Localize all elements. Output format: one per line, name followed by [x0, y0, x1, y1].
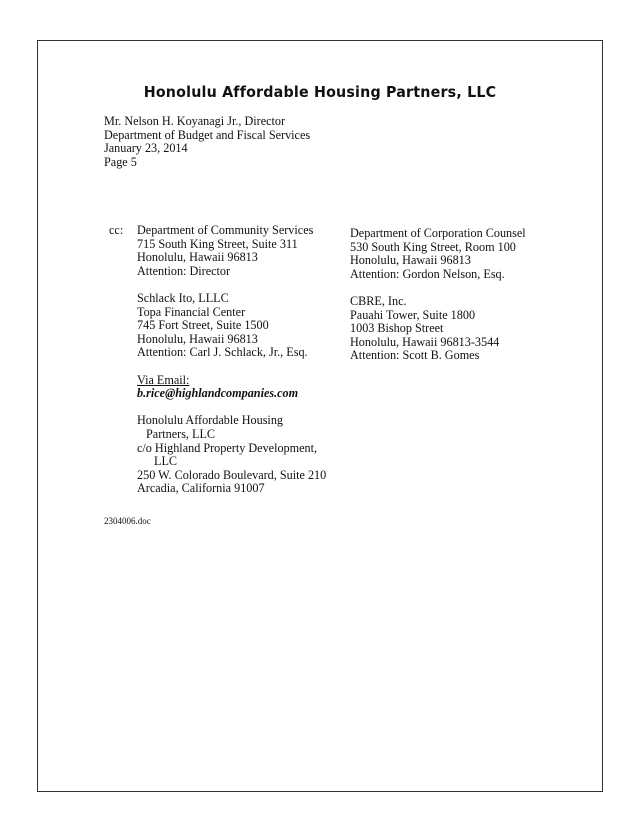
- letter-date: January 23, 2014: [104, 141, 188, 156]
- cc-schlack-ito-line: Schlack Ito, LLLC: [137, 290, 229, 305]
- recipient-department: Department of Budget and Fiscal Services: [104, 127, 311, 142]
- cc-community-services-line: Honolulu, Hawaii 96813: [137, 250, 258, 265]
- cc-community-services-line: 715 South King Street, Suite 311: [137, 236, 298, 251]
- cc-cbre-line: Pauahi Tower, Suite 1800: [350, 307, 476, 322]
- cc-schlack-ito-line: 745 Fort Street, Suite 1500: [137, 318, 269, 333]
- cc-hahp-line: Honolulu Affordable Housing: [137, 413, 284, 428]
- cc-hahp-line: LLC: [154, 454, 178, 469]
- cc-cbre-line: Attention: Scott B. Gomes: [350, 348, 480, 363]
- cc-corporation-counsel-line: 530 South King Street, Room 100: [350, 239, 516, 254]
- cc-schlack-ito-line: Honolulu, Hawaii 96813: [137, 331, 258, 346]
- cc-corporation-counsel-line: Attention: Gordon Nelson, Esq.: [350, 266, 505, 281]
- cc-right-column: [350, 227, 526, 363]
- cc-schlack-ito-line: Attention: Carl J. Schlack, Jr., Esq.: [137, 345, 308, 360]
- letterhead-title: Honolulu Affordable Housing Partners, LLC: [143, 83, 497, 101]
- via-email-label: Via Email:: [137, 372, 190, 387]
- cc-label: cc:: [109, 223, 124, 237]
- email-address: b.rice@highlandcompanies.com: [137, 386, 299, 401]
- file-reference: 2304006.doc: [104, 516, 151, 526]
- page-number: Page 5: [104, 154, 137, 169]
- cc-cbre-line: CBRE, Inc.: [350, 293, 407, 308]
- page-frame: [37, 40, 603, 792]
- recipient-name: Mr. Nelson H. Koyanagi Jr., Director: [104, 114, 286, 128]
- cc-left-column: [137, 224, 326, 496]
- cc-hahp-line: Partners, LLC: [146, 426, 216, 441]
- cc-community-services-line: Attention: Director: [137, 263, 231, 278]
- cc-hahp-line: 250 W. Colorado Boulevard, Suite 210: [137, 467, 327, 482]
- cc-hahp-line: c/o Highland Property Development,: [137, 440, 318, 455]
- cc-schlack-ito-line: Topa Financial Center: [137, 304, 246, 319]
- cc-corporation-counsel-line: Honolulu, Hawaii 96813: [350, 253, 471, 268]
- recipient-header: [104, 115, 310, 169]
- cc-cbre-line: Honolulu, Hawaii 96813-3544: [350, 334, 500, 349]
- cc-corporation-counsel-line: Department of Corporation Counsel: [350, 226, 526, 240]
- cc-hahp-line: Arcadia, California 91007: [137, 481, 265, 496]
- cc-community-services-line: Department of Community Services: [137, 223, 314, 237]
- cc-cbre-line: 1003 Bishop Street: [350, 321, 444, 336]
